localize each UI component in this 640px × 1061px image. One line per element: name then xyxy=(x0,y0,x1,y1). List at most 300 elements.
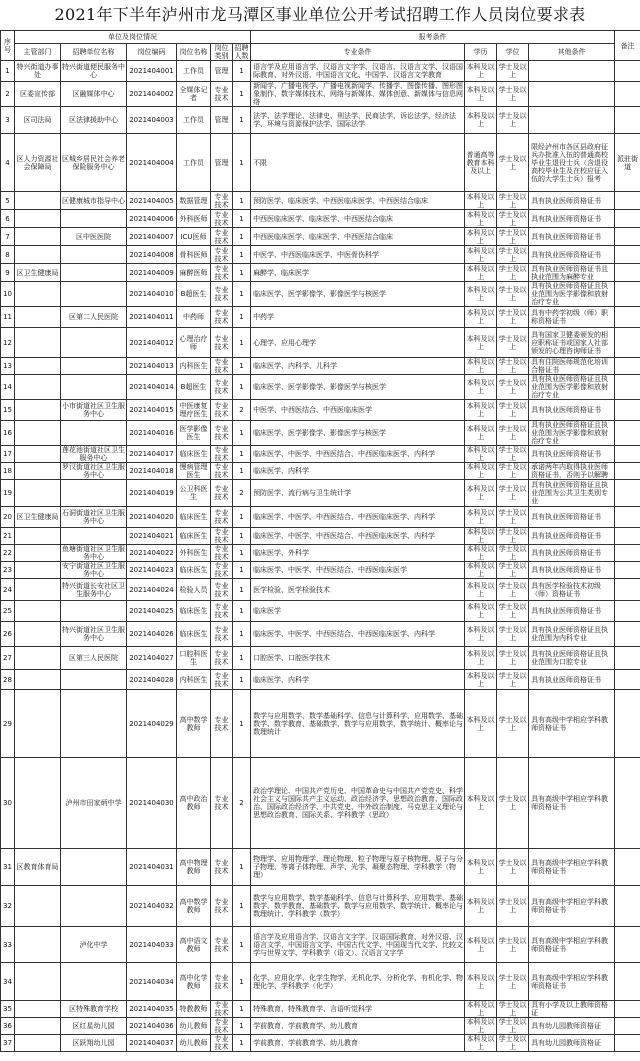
cell-code: 2021404019 xyxy=(127,480,177,507)
cell-other xyxy=(529,82,615,107)
table-row xyxy=(1,246,640,264)
cell-unit xyxy=(61,375,127,400)
cell-remark xyxy=(615,1035,640,1052)
cell-edu: 本科及以上 xyxy=(465,758,497,849)
header-unit: 招聘单位名称 xyxy=(61,44,127,61)
cell-degree: 学士及以上 xyxy=(498,358,527,374)
cell-other: 具有执业医师资格证书 xyxy=(529,601,615,622)
cell-dept: 区司法局 xyxy=(15,107,61,134)
cell-remark xyxy=(615,545,640,562)
cell-unit: 泸化中学 xyxy=(61,927,127,963)
cell-code: 2021404024 xyxy=(127,579,177,601)
cell-post: 医学影像医生 xyxy=(177,421,211,446)
cell-type: 专业技术 xyxy=(211,307,233,328)
table-row xyxy=(1,849,640,886)
cell-post: 工作员 xyxy=(177,61,211,82)
cell-code: 2021404017 xyxy=(127,446,177,463)
cell-code: 2021404033 xyxy=(127,927,177,963)
cell-post: 外科医师 xyxy=(177,210,211,228)
cell-remark xyxy=(615,463,640,480)
cell-seq: 2 xyxy=(1,82,15,107)
cell-other: 具有执业医师资格证书且执业范围为麻醉专业 xyxy=(529,264,615,282)
cell-degree: 学士及以上 xyxy=(497,927,529,963)
cell-type: 专业技术 xyxy=(211,400,233,421)
cell-seq: 7 xyxy=(1,228,15,246)
cell-major: 临床医学、内科学、儿科学 xyxy=(251,358,465,375)
cell-major: 学前教育、学前教育学、幼儿教育 xyxy=(251,1035,465,1052)
cell-num: 1 xyxy=(233,927,251,963)
cell-remark xyxy=(615,210,640,228)
header-row-2 xyxy=(1,44,640,61)
cell-post: 骨科医师 xyxy=(177,246,211,264)
cell-dept xyxy=(15,328,61,358)
cell-major: 临床医学、医学影像学、影像医学与核医学 xyxy=(251,421,465,446)
cell-dept xyxy=(15,358,61,375)
cell-seq: 14 xyxy=(1,375,15,400)
cell-post: 外科医生 xyxy=(177,545,211,562)
cell-post: 高中政治教师 xyxy=(177,758,211,849)
cell-type: 专业技术 xyxy=(211,690,233,758)
cell-type: 专业技术 xyxy=(211,849,233,886)
cell-seq: 6 xyxy=(1,210,15,228)
cell-edu: 本科及以上 xyxy=(466,1001,495,1017)
cell-seq: 20 xyxy=(1,507,15,528)
cell-edu: 本科及以上 xyxy=(465,507,497,528)
cell-major: 预防医学、临床医学、中西医临床医学、中西医结合临床 xyxy=(251,192,465,210)
cell-seq: 30 xyxy=(1,758,15,849)
cell-other: 具有执业医师资格证书 xyxy=(529,545,615,562)
cell-seq: 11 xyxy=(1,307,15,328)
cell-type: 专业技术 xyxy=(211,758,233,849)
cell-dept xyxy=(15,886,61,927)
cell-seq: 8 xyxy=(1,246,15,264)
cell-major: 语言学及应用语言学、汉语言文字学、汉语言、汉语言文学、汉语国际教育、对外汉语、中国语言文化、中国学、汉语言文学教育 xyxy=(251,61,465,82)
cell-code: 2021404032 xyxy=(127,886,177,927)
cell-edu: 普通高等教育本科及以上 xyxy=(465,134,497,192)
cell-seq: 25 xyxy=(1,601,15,622)
cell-code: 2021404020 xyxy=(127,507,177,528)
cell-major: 临床医学、内科学 xyxy=(251,463,465,480)
cell-major: 语言学及应用语言学、汉语言文字学、汉语国际教育、对外汉语、汉语言文学、中国语言文学、中国古代文学、中国现当代文学、比较文学与世界文学、学科教学（语文）、汉语言文字学 xyxy=(251,927,465,963)
cell-post: 临床医生 xyxy=(177,528,211,545)
cell-unit xyxy=(61,480,127,507)
cell-remark xyxy=(615,528,640,545)
cell-type: 专业技术 xyxy=(211,358,233,375)
cell-degree: 学士及以上 xyxy=(497,647,529,670)
cell-degree: 学士及以上 xyxy=(498,545,527,561)
cell-num: 1 xyxy=(233,282,251,307)
cell-other: 具有执业医师资格证书 xyxy=(529,507,615,528)
cell-remark xyxy=(615,670,640,690)
cell-seq: 1 xyxy=(1,61,15,82)
header-post: 岗位名称 xyxy=(177,44,211,61)
cell-unit xyxy=(61,963,127,1001)
cell-other: 具有幼儿园教师资格证 xyxy=(529,1018,615,1035)
cell-other: 限经泸州市各区县政府征兵办批准入伍的普通高校毕业生退役士兵（含退役高校毕业生及在校应征入伍的大学生士兵）报考 xyxy=(529,134,615,192)
cell-edu: 本科及以上 xyxy=(465,601,497,622)
cell-dept xyxy=(15,463,61,480)
cell-type: 专业技术 xyxy=(211,264,233,282)
cell-remark xyxy=(615,507,640,528)
cell-remark xyxy=(615,61,640,82)
table-row xyxy=(1,307,640,328)
header-code: 岗位编码 xyxy=(127,44,177,61)
cell-unit xyxy=(61,601,127,622)
cell-code: 2021404022 xyxy=(127,545,177,562)
table-row xyxy=(1,107,640,134)
cell-unit xyxy=(61,358,127,375)
cell-code: 2021404003 xyxy=(127,107,177,134)
cell-major: 临床医学、医学影像学、影像医学与核医学 xyxy=(251,282,465,307)
cell-remark xyxy=(615,927,640,963)
cell-unit: 区红星幼儿园 xyxy=(61,1018,127,1035)
table-row xyxy=(1,963,640,1001)
cell-degree: 学士及以上 xyxy=(498,246,527,263)
cell-unit xyxy=(61,328,127,358)
cell-num: 1 xyxy=(233,61,251,82)
cell-num: 1 xyxy=(233,1018,251,1035)
cell-post: 慢病管理医生 xyxy=(177,463,211,480)
page-title: 2021年下半年泸州市龙马潭区事业单位公开考试招聘工作人员岗位要求表 xyxy=(54,5,586,24)
cell-edu: 本科及以上 xyxy=(466,210,495,227)
cell-remark xyxy=(615,264,640,282)
cell-edu: 本科及以上 xyxy=(466,358,495,374)
table-body xyxy=(1,61,640,1052)
cell-post: 公卫科医生 xyxy=(177,480,211,507)
cell-degree: 学士及以上 xyxy=(497,421,529,446)
cell-edu: 本科及以上 xyxy=(466,246,495,263)
cell-major: 新闻学、广播电视学、广播电视新闻学、传播学、图像传播、图形图象制作、数字媒体技术、网络与新媒体、媒体创意、新媒体与信息网络 xyxy=(251,82,465,107)
table-row xyxy=(1,579,640,601)
header-num: 招聘人数 xyxy=(233,44,251,61)
cell-post: 临床医生 xyxy=(177,507,211,528)
cell-code: 2021404013 xyxy=(127,358,177,375)
cell-other: 具有高级中学相应学科教师资格证书 xyxy=(529,963,615,1001)
table-row xyxy=(1,1001,640,1018)
cell-dept xyxy=(15,446,61,463)
cell-code: 2021404008 xyxy=(127,246,177,264)
cell-edu: 本科及以上 xyxy=(465,622,497,647)
cell-code: 2021404018 xyxy=(127,463,177,480)
cell-major: 临床医学、内科学 xyxy=(251,670,465,690)
cell-degree: 学士及以上 xyxy=(498,192,527,209)
table-row xyxy=(1,1018,640,1035)
cell-seq: 15 xyxy=(1,400,15,421)
cell-post: 中医康复理疗医生 xyxy=(177,400,211,421)
cell-edu: 本科及以上 xyxy=(466,192,495,209)
cell-type: 专业技术 xyxy=(211,670,233,690)
table-row xyxy=(1,507,640,528)
cell-post: 高中化学教师 xyxy=(177,963,211,1001)
cell-num: 1 xyxy=(233,562,251,579)
cell-edu: 本科及以上 xyxy=(465,375,497,400)
table-row xyxy=(1,927,640,963)
cell-post: 口腔科医生 xyxy=(177,647,211,670)
cell-edu: 本科及以上 xyxy=(465,579,497,601)
cell-remark xyxy=(615,579,640,601)
table-row xyxy=(1,328,640,358)
cell-degree: 学士及以上 xyxy=(498,528,527,544)
cell-degree: 学士及以上 xyxy=(497,886,529,927)
cell-post: 临床医生 xyxy=(177,562,211,579)
cell-num: 1 xyxy=(233,446,251,463)
cell-seq: 4 xyxy=(1,134,15,192)
cell-remark xyxy=(615,758,640,849)
cell-remark xyxy=(615,192,640,210)
cell-remark xyxy=(615,886,640,927)
cell-degree: 学士及以上 xyxy=(498,210,527,227)
cell-unit: 区融媒体中心 xyxy=(61,82,127,107)
cell-major: 临床医学、中医学、中西医结合、中西医临床医学、内科学 xyxy=(251,507,465,528)
cell-dept xyxy=(15,528,61,545)
cell-dept xyxy=(15,192,61,210)
table-row xyxy=(1,134,640,192)
cell-code: 2021404037 xyxy=(127,1035,177,1052)
cell-remark xyxy=(615,690,640,758)
cell-seq: 16 xyxy=(1,421,15,446)
header-unit-group: 单位及岗位情况 xyxy=(15,31,251,44)
cell-unit: 小市街道社区卫生服务中心 xyxy=(61,400,127,421)
cell-major: 口腔医学、口腔医学技术 xyxy=(251,647,465,670)
table-row xyxy=(1,1035,640,1052)
cell-unit xyxy=(61,849,127,886)
cell-type: 管理 xyxy=(211,134,233,192)
cell-edu: 本科及以上 xyxy=(465,421,497,446)
cell-degree: 学士及以上 xyxy=(497,622,529,647)
cell-degree: 学士及以上 xyxy=(498,264,527,281)
cell-code: 2021404021 xyxy=(127,528,177,545)
cell-seq: 24 xyxy=(1,579,15,601)
cell-seq: 9 xyxy=(1,264,15,282)
cell-type: 专业技术 xyxy=(211,1035,233,1052)
cell-edu: 本科及以上 xyxy=(465,107,497,134)
cell-remark xyxy=(615,82,640,107)
cell-seq: 13 xyxy=(1,358,15,375)
cell-code: 2021404027 xyxy=(127,647,177,670)
cell-code: 2021404034 xyxy=(127,963,177,1001)
cell-degree: 学士及以上 xyxy=(497,61,529,82)
cell-post: 心理治疗师 xyxy=(177,328,211,358)
cell-other: 具有执业医师资格证书 xyxy=(529,400,615,421)
cell-dept: 特兴街道办事处 xyxy=(15,61,61,82)
header-req-group: 报考条件 xyxy=(251,31,615,44)
cell-num: 1 xyxy=(233,134,251,192)
cell-type: 专业技术 xyxy=(211,192,233,210)
cell-seq: 22 xyxy=(1,545,15,562)
cell-major: 临床医学、外科学 xyxy=(251,545,465,562)
cell-major: 学前教育、学前教育学、幼儿教育 xyxy=(251,1018,465,1035)
cell-type: 专业技术 xyxy=(211,463,233,480)
cell-remark xyxy=(615,400,640,421)
cell-degree: 学士及以上 xyxy=(498,446,527,462)
cell-type: 专业技术 xyxy=(211,446,233,463)
cell-code: 2021404004 xyxy=(127,134,177,192)
cell-other: 具有高级中学相应学科教师资格证书 xyxy=(529,886,615,927)
cell-type: 专业技术 xyxy=(211,601,233,622)
cell-other: 具有执业医师资格证且执业范围为医学影像和放射治疗专业 xyxy=(529,282,615,307)
cell-remark xyxy=(615,328,640,358)
cell-type: 专业技术 xyxy=(211,622,233,647)
cell-post: 高中语文教师 xyxy=(177,927,211,963)
cell-dept xyxy=(15,400,61,421)
table-row xyxy=(1,210,640,228)
cell-degree: 学士及以上 xyxy=(497,758,529,849)
cell-num: 1 xyxy=(233,246,251,264)
cell-major: 预防医学、流行病与卫生统计学 xyxy=(251,480,465,507)
cell-degree: 学士及以上 xyxy=(497,849,529,886)
cell-degree: 学士及以上 xyxy=(497,82,529,107)
cell-other: 具有住院医师规范化培训合格证书 xyxy=(529,358,615,375)
cell-edu: 本科及以上 xyxy=(466,1018,495,1034)
cell-dept xyxy=(15,1035,61,1052)
cell-degree: 学士及以上 xyxy=(498,562,527,578)
cell-code: 2021404028 xyxy=(127,670,177,690)
cell-remark xyxy=(615,228,640,246)
cell-post: B超医生 xyxy=(177,375,211,400)
cell-other: 具有执业医师资格证书 xyxy=(529,192,615,210)
cell-post: 工作员 xyxy=(177,107,211,134)
cell-major: 物理学、应用物理学、理论物理、粒子物理与原子核物理、原子与分子物理、等离子体物理、声学、光学、凝聚态物理、学科教学（物理） xyxy=(251,849,465,886)
cell-num: 1 xyxy=(233,579,251,601)
cell-num: 1 xyxy=(233,647,251,670)
cell-post: 数据管理 xyxy=(177,192,211,210)
cell-degree: 学士及以上 xyxy=(497,400,529,421)
cell-unit xyxy=(61,670,127,690)
cell-edu: 本科及以上 xyxy=(466,528,495,544)
cell-seq: 32 xyxy=(1,886,15,927)
cell-edu: 本科及以上 xyxy=(465,82,497,107)
cell-seq: 27 xyxy=(1,647,15,670)
cell-major: 临床医学、医学影像学、影像医学与核医学 xyxy=(251,375,465,400)
cell-dept xyxy=(15,758,61,849)
cell-dept xyxy=(15,562,61,579)
cell-code: 2021404006 xyxy=(127,210,177,228)
cell-num: 1 xyxy=(233,82,251,107)
cell-post: B超医生 xyxy=(177,282,211,307)
cell-major: 化学、应用化学、化学生物学、无机化学、分析化学、有机化学、物理化学、学科教学（化学） xyxy=(251,963,465,1001)
cell-edu: 本科及以上 xyxy=(465,886,497,927)
header-row-1 xyxy=(1,31,640,44)
cell-degree: 学士及以上 xyxy=(497,507,529,528)
cell-major: 心理学、应用心理学 xyxy=(251,328,465,358)
cell-type: 专业技术 xyxy=(211,210,233,228)
table-row xyxy=(1,601,640,622)
cell-other: 具有中药学初级（师）职称资格证书 xyxy=(529,307,615,328)
cell-num: 1 xyxy=(233,375,251,400)
cell-major: 麻醉学、临床医学 xyxy=(251,264,465,282)
header-other: 其他条件 xyxy=(529,44,615,61)
cell-num: 1 xyxy=(233,622,251,647)
cell-num: 1 xyxy=(233,963,251,1001)
cell-num: 2 xyxy=(233,758,251,849)
table-row xyxy=(1,528,640,545)
cell-num: 1 xyxy=(233,192,251,210)
cell-degree: 学士及以上 xyxy=(498,1018,527,1034)
cell-unit xyxy=(61,690,127,758)
header-type: 岗位类别 xyxy=(211,44,233,61)
table-row xyxy=(1,463,640,480)
cell-num: 1 xyxy=(233,107,251,134)
cell-remark xyxy=(615,446,640,463)
cell-remark xyxy=(615,421,640,446)
cell-unit: 区跃翔幼儿园 xyxy=(61,1035,127,1052)
cell-major: 数学与应用数学、数学基础科学、信息与计算科学、应用数学、基础数学、数学教育、基础数学、数学与应用数学、数学统计、概率论与数理统计 xyxy=(251,690,465,758)
cell-code: 2021404007 xyxy=(127,228,177,246)
cell-post: 检验人员 xyxy=(177,579,211,601)
recruitment-table xyxy=(0,30,640,1052)
cell-other: 具有执业医师资格证书 xyxy=(529,246,615,264)
cell-type: 专业技术 xyxy=(211,228,233,246)
table-row xyxy=(1,400,640,421)
cell-remark xyxy=(615,562,640,579)
cell-dept xyxy=(15,927,61,963)
table-row xyxy=(1,622,640,647)
cell-remark xyxy=(615,622,640,647)
cell-degree: 学士及以上 xyxy=(497,375,529,400)
cell-code: 2021404002 xyxy=(127,82,177,107)
cell-degree: 学士及以上 xyxy=(497,601,529,622)
cell-unit: 区法律援助中心 xyxy=(61,107,127,134)
cell-unit: 区中医医院 xyxy=(61,228,127,246)
table-row xyxy=(1,82,640,107)
cell-major: 中医学、中西医结合、中西医临床医学 xyxy=(251,400,465,421)
cell-degree: 学士及以上 xyxy=(498,463,527,479)
cell-edu: 本科及以上 xyxy=(466,562,495,578)
cell-other: 具有执业医师资格证书 xyxy=(529,446,615,463)
cell-type: 专业技术 xyxy=(211,328,233,358)
cell-type: 专业技术 xyxy=(211,1001,233,1018)
cell-other: 承诺两年内取得执业医师资格证书，否则予以解聘 xyxy=(529,463,615,480)
cell-other: 具有执业医师资格证书 xyxy=(529,670,615,690)
cell-edu: 本科及以上 xyxy=(465,61,497,82)
cell-code: 2021404005 xyxy=(127,192,177,210)
cell-code: 2021404014 xyxy=(127,375,177,400)
cell-type: 专业技术 xyxy=(211,1018,233,1035)
cell-code: 2021404012 xyxy=(127,328,177,358)
cell-seq: 10 xyxy=(1,282,15,307)
cell-unit: 区第二人民医院 xyxy=(61,307,127,328)
cell-unit xyxy=(61,246,127,264)
cell-unit xyxy=(61,210,127,228)
cell-edu: 本科及以上 xyxy=(466,463,495,479)
cell-degree: 学士及以上 xyxy=(498,671,527,688)
cell-code: 2021404011 xyxy=(127,307,177,328)
cell-type: 专业技术 xyxy=(211,647,233,670)
cell-other: 具有国家卫健委颁发的相应职称证书或国家人社部颁发的心理咨询师证书 xyxy=(529,328,615,358)
cell-major: 政治学理论、中国共产党历史、中国革命史与中国共产党党史、科学社会主义与国际共产主义运动、政治经济学、思想政治教育、国际政治、国际政治经济学、中共党史、中外政治制度、马克思主义理论与思想政治教育、国际关系、学科教学（思政） xyxy=(251,758,465,849)
cell-num: 1 xyxy=(233,545,251,562)
cell-post: 幼儿教师 xyxy=(177,1035,211,1052)
table-row xyxy=(1,758,640,849)
cell-other: 具有医学检验技术初级（师）资格证书 xyxy=(529,579,615,601)
cell-type: 管理 xyxy=(211,61,233,82)
cell-num: 2 xyxy=(233,400,251,421)
cell-num: 1 xyxy=(233,670,251,690)
cell-num: 1 xyxy=(233,328,251,358)
cell-dept xyxy=(15,601,61,622)
cell-post: 特教教师 xyxy=(177,1001,211,1018)
cell-major: 数学与应用数学、数学基础科学、信息与计算科学、应用数学、基础数学、数学教育、基础数学、数学与应用数学、数学统计、概率论与数理统计、学科教学（数学） xyxy=(251,886,465,927)
cell-other: 具有小学及以上教师资格证 xyxy=(529,1001,615,1018)
cell-degree: 学士及以上 xyxy=(497,134,529,192)
cell-post: ICU医师 xyxy=(177,228,211,246)
cell-type: 专业技术 xyxy=(211,507,233,528)
cell-seq: 19 xyxy=(1,480,15,507)
cell-major: 临床医学、中医学、中西医结合、中西医临床医学、内科学 xyxy=(251,622,465,647)
cell-post: 临床医生 xyxy=(177,622,211,647)
cell-dept xyxy=(15,670,61,690)
cell-type: 专业技术 xyxy=(211,562,233,579)
